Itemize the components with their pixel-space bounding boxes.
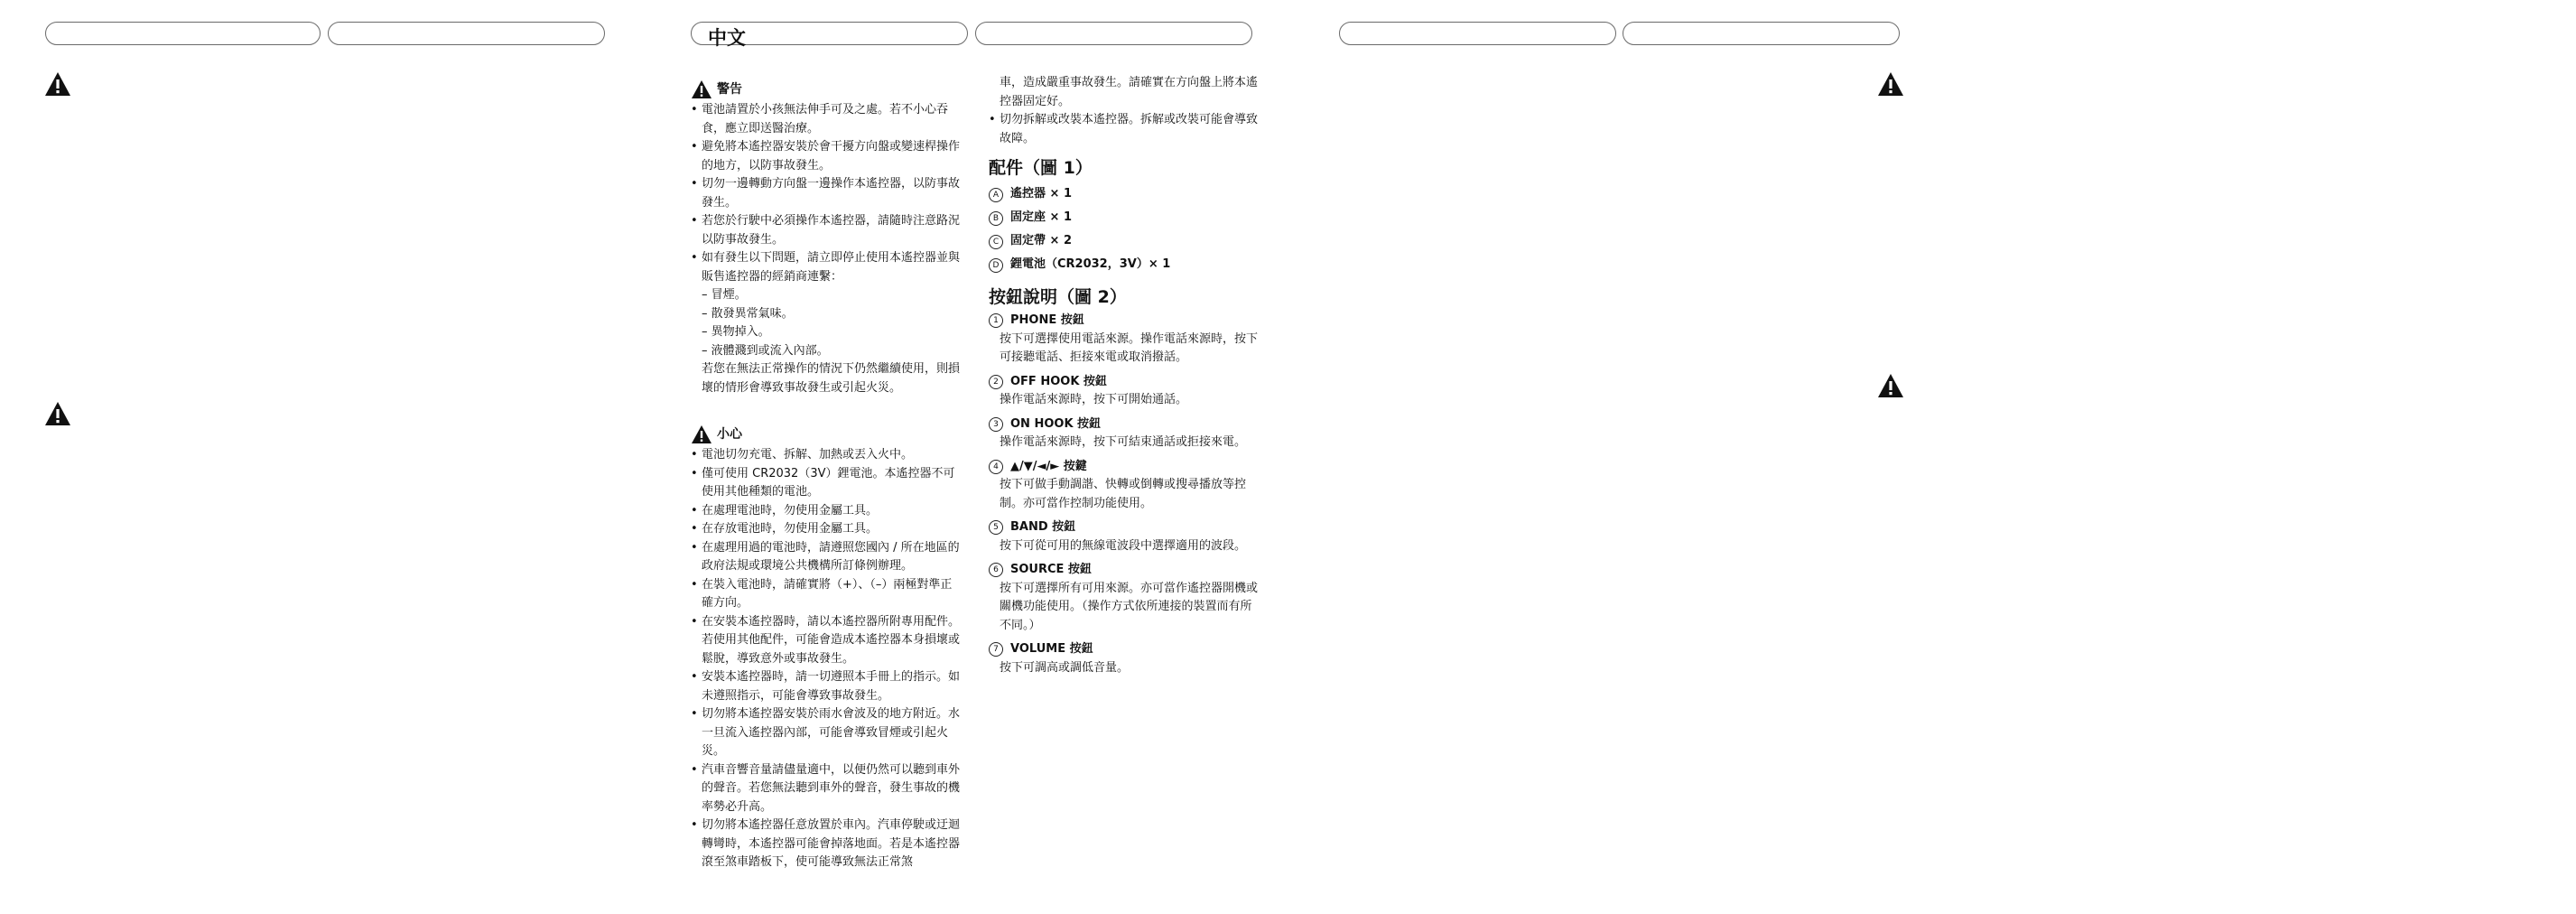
list-item: • 在處理電池時，勿使用金屬工具。 [691,502,963,521]
header-tab-blank-5 [1623,22,1900,45]
accessories-list [989,183,1260,277]
button-description: 按下可從可用的無線電波段中選擇適用的波段。 [1000,538,1247,553]
button-title: BAND 按鈕 [1010,520,1076,534]
warning-triangle-icon [43,400,72,427]
accessory-mark: D [989,258,1003,273]
caution-list-continued [989,111,1260,148]
accessory-mark: C [989,235,1003,249]
button-description: 操作電話來源時，按下可結束通話或拒接來電。 [1000,435,1247,449]
list-item: • 在存放電池時，勿使用金屬工具。 [691,520,963,539]
button-title: SOURCE 按鈕 [1010,563,1092,576]
button-description: 按下可做手動調諧、快轉或倒轉或搜尋播放等控制。亦可當作控制功能使用。 [1000,478,1247,510]
list-item [989,373,1260,410]
header-tab-language [691,22,968,49]
list-item: – 液體濺到或流入內部。 [702,342,963,361]
button-title: PHONE 按鈕 [1010,313,1084,327]
button-number: 4 [989,460,1003,474]
buttons-heading: 按鈕說明（圖 2） [989,286,1127,307]
header-tab-blank-4 [1339,22,1616,45]
button-number: 3 [989,417,1003,432]
buttons-list [989,312,1260,677]
list-item: • 在裝入電池時，請確實將（+）、（–）兩極對準正確方向。 [691,576,963,613]
list-item: B 固定座 × 1 [989,207,1260,230]
list-item: – 冒煙。 [702,286,963,305]
button-number: 1 [989,313,1003,328]
button-number: 7 [989,642,1003,657]
warning-list [691,101,963,286]
button-description: 按下可選擇使用電話來源。操作電話來源時，按下可接聽電話、拒接來電或取消撥話。 [1000,331,1259,364]
list-item: C 固定帶 × 2 [989,230,1260,254]
button-description: 按下可選擇所有可用來源。亦可當作遙控器開機或關機功能使用。（操作方式依所連接的裝置而有所不同。） [1000,581,1259,632]
list-item: • 電池切勿充電、拆解、加熱或丟入火中。 [691,446,963,465]
list-item: • 避免將本遙控器安裝於會干擾方向盤或變速桿操作的地方，以防事故發生。 [691,138,963,175]
button-title: VOLUME 按鈕 [1010,642,1093,656]
header-tab-blank-1 [45,22,321,45]
list-item: – 異物掉入。 [702,323,963,342]
right-text-column [989,74,1260,683]
left-text-column [691,79,963,872]
list-item [989,312,1260,368]
warning-sub-list [691,286,963,360]
button-number: 5 [989,520,1003,535]
list-item [989,458,1260,514]
warning-icon [691,79,712,99]
accessories-heading: 配件（圖 1） [989,158,1093,178]
button-title: OFF HOOK 按鈕 [1010,374,1107,388]
list-item: • 如有發生以下問題，請立即停止使用本遙控器並與販售遙控器的經銷商連繫： [691,249,963,286]
list-item: • 電池請置於小孩無法伸手可及之處。若不小心吞食，應立即送醫治療。 [691,101,963,138]
accessory-mark: A [989,188,1003,202]
warning-triangle-icon [1876,70,1905,98]
caution-icon [691,424,712,444]
list-item: • 切勿將本遙控器任意放置於車內。汽車停駛或迂迴轉彎時，本遙控器可能會掉落地面。若是本遙控器滾至煞車踏板下，使可能導致無法正常煞 [691,816,963,872]
caution-continuation: 車，造成嚴重事故發生。請確實在方向盤上將本遙控器固定好。 [1000,76,1259,108]
button-title: ▲/▼/◄/► 按鍵 [1010,459,1087,473]
button-number: 2 [989,375,1003,389]
list-item: • 若您於行駛中必須操作本遙控器，請隨時注意路況以防事故發生。 [691,212,963,249]
list-item: • 汽車音響音量請儘量適中，以便仍然可以聽到車外的聲音。若您無法聽到車外的聲音，發生事故的機率勢必升高。 [691,761,963,817]
header-tab-blank-3 [975,22,1252,45]
list-item [989,640,1260,677]
list-item [989,561,1260,635]
warning-note: 若您在無法正常操作的情況下仍然繼續使用，則損壞的情形會導致事故發生或引起火災。 [702,362,961,395]
warning-triangle-icon [43,70,72,98]
header-tab-blank-2 [328,22,605,45]
list-item [989,415,1260,452]
warning-triangle-icon [1876,372,1905,399]
caution-heading [691,424,963,444]
button-description: 操作電話來源時，按下可開始通話。 [1000,393,1188,406]
language-label: 中文 [708,27,746,49]
list-item [989,518,1260,555]
button-number: 6 [989,563,1003,577]
button-description: 按下可調高或調低音量。 [1000,660,1130,675]
list-item: A 遙控器 × 1 [989,183,1260,207]
accessory-mark: B [989,211,1003,226]
list-item: • 安裝本遙控器時，請一切遵照本手冊上的指示。如未遵照指示，可能會導致事故發生。 [691,668,963,705]
list-item: • 切勿將本遙控器安裝於雨水會波及的地方附近。水一旦流入遙控器內部，可能會導致冒煙或引起火災。 [691,705,963,761]
caution-list [691,446,963,872]
caution-title: 小心 [717,426,742,442]
list-item: • 切勿拆解或改裝本遙控器。拆解或改裝可能會導致故障。 [989,111,1260,148]
list-item: • 在處理用過的電池時，請遵照您國內 / 所在地區的政府法規或環境公共機構所訂條例辦理。 [691,539,963,576]
list-item: – 散發異常氣味。 [702,305,963,324]
list-item: • 切勿一邊轉動方向盤一邊操作本遙控器，以防事故發生。 [691,175,963,212]
warning-heading [691,79,963,99]
warning-title: 警告 [717,81,742,97]
list-item: D 鋰電池（CR2032，3V）× 1 [989,254,1260,277]
list-item: • 僅可使用 CR2032（3V）鋰電池。本遙控器不可使用其他種類的電池。 [691,465,963,502]
button-title: ON HOOK 按鈕 [1010,416,1102,431]
list-item: • 在安裝本遙控器時，請以本遙控器所附專用配件。若使用其他配件，可能會造成本遙控器本身損壞或鬆脫，導致意外或事故發生。 [691,613,963,669]
